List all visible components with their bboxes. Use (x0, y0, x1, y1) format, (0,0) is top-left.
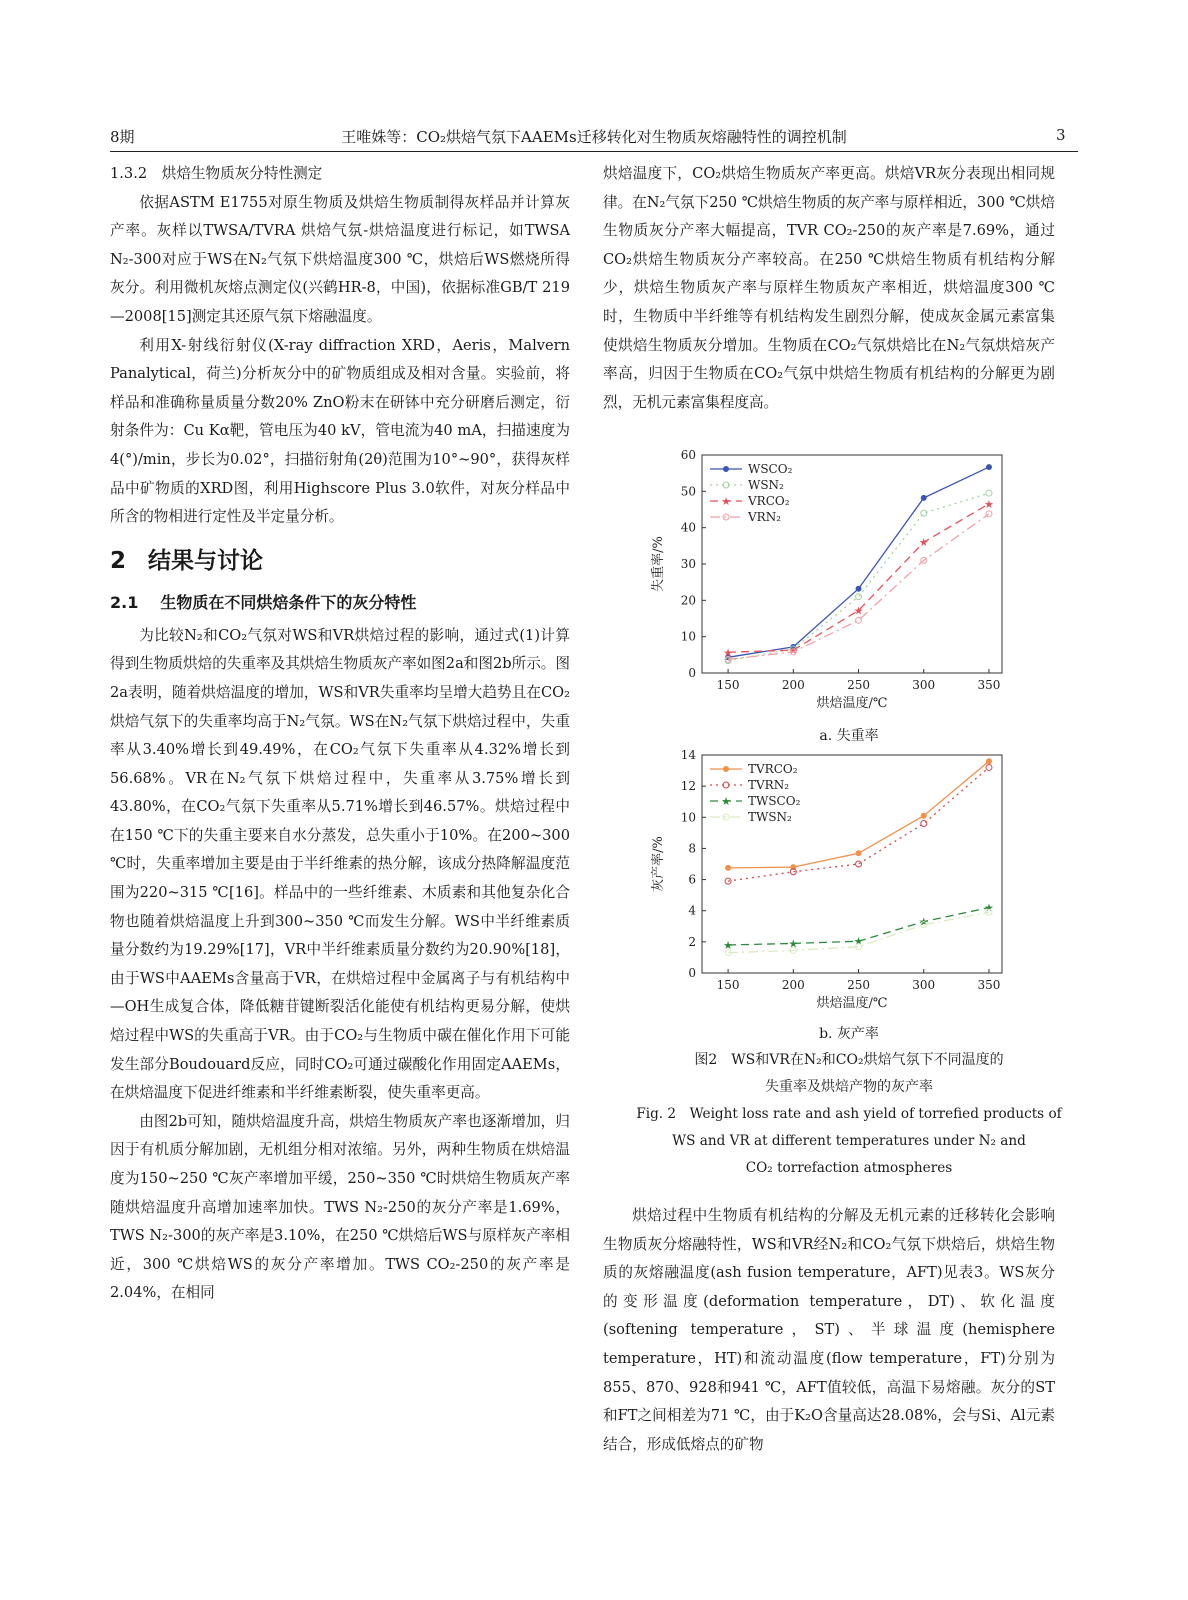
x-tick-label: 200 (781, 978, 805, 992)
left-column (110, 160, 570, 1308)
legend-marker: ★ (721, 495, 731, 508)
data-point (986, 490, 992, 496)
x-tick-label: 200 (781, 678, 805, 692)
series-line (728, 504, 989, 652)
data-point (856, 594, 862, 600)
y-tick-label: 0 (688, 966, 696, 980)
x-tick-label: 300 (912, 978, 936, 992)
legend-label: TVRCO₂ (748, 762, 798, 776)
y-axis-label: 灰产率/% (651, 836, 666, 892)
data-point (986, 464, 992, 470)
legend-marker: ★ (721, 795, 731, 808)
legend-label: WSCO₂ (748, 462, 793, 476)
legend-label: VRN₂ (748, 510, 782, 524)
y-tick-label: 14 (680, 748, 696, 762)
section-2-title: 结果与讨论 (148, 547, 264, 574)
y-tick-label: 10 (680, 629, 696, 644)
section-2-1-title: 生物质在不同烘焙条件下的灰分特性 (160, 592, 417, 612)
paragraph-ash-measurement: 依据ASTM E1755对原生物质及烘焙生物质制得灰样品并计算灰产率。灰样以TWSA/TVRA 烘焙气氛-烘焙温度进行标记，如TWSA N₂-300对应于WS在N₂气氛下烘焙温度300 ℃，烘焙后WS燃烧所得灰分。利用微机灰熔点测定仪(兴鹤HR-8，中国)，依据标准GB/T 219—2008[15]测定其还原气氛下熔融温度。 (110, 193, 570, 325)
paragraph-weight-loss: 为比较N₂和CO₂气氛对WS和VR烘焙过程的影响，通过式(1)计算得到生物质烘焙的失重率及其烘焙生物质灰产率如图2a和图2b所示。图2a表明，随着烘焙温度的增加，WS和VR失重率均呈增大趋势且在CO₂烘焙气氛下的失重率均高于N₂气氛。WS在N₂气氛下烘焙过程中，失重率从3.40%增长到49.49%，在CO₂气氛下失重率从4.32%增长到56.68%。VR在N₂气氛下烘焙过程中，失重率从3.75%增长到43.80%，在CO₂气氛下失重率从5.71%增长到46.57%。烘焙过程中在150 ℃下的失重主要来自水分蒸发，总失重小于10%。在200~300 ℃时，失重率增加主要是由于半纤维素的热分解，该成分热降解温度范围为220~315 ℃[16]。样品中的一些纤维素、木质素和其他复杂化合物也随着烘焙温度上升到300~350 ℃而发生分解。WS中半纤维素质量分数约为19.29%[17]，VR中半纤维素质量分数约为20.90%[18]，由于WS中AAEMs含量高于VR，在烘焙过程中金属离子与有机结构中—OH生成复合体，降低糖苷键断裂活化能使有机结构更易分解，使烘焙过程中WS的失重高于VR。由于CO₂与生物质中碳在催化作用下可能发生部分Boudouard反应，同时CO₂可通过碳酸化作用固定AAEMs，在烘焙温度下促进纤维素和半纤维素断裂，使失重率更高。 (110, 626, 570, 1102)
figure-2-caption-cn-2: 失重率及烘焙产物的灰产率 (765, 1079, 933, 1095)
data-point (725, 865, 731, 871)
section-2-1-number: 2.1 (110, 592, 139, 612)
data-point: ★ (984, 901, 994, 915)
data-point (986, 511, 992, 517)
x-tick-label: 150 (716, 978, 740, 992)
data-point (856, 586, 862, 592)
header-title: 王唯姝等：CO₂烘焙气氛下AAEMs迁移转化对生物质灰熔融特性的调控机制 (341, 128, 847, 146)
legend-marker (723, 766, 729, 772)
data-point: ★ (853, 935, 864, 949)
y-tick-label: 0 (688, 666, 696, 680)
x-tick-label: 250 (847, 978, 870, 992)
y-tick-label: 6 (688, 872, 696, 887)
section-2-number: 2 (110, 547, 127, 574)
data-point: ★ (984, 497, 994, 511)
header-page-number: 3 (1056, 126, 1066, 144)
y-tick-label: 30 (680, 557, 696, 571)
header-issue: 8期 (110, 128, 135, 146)
figure-2-caption-en-1: Fig. 2 Weight loss rate and ash yield of torrefied products of (636, 1106, 1062, 1122)
section-2-heading (110, 542, 570, 580)
figure-2b-label: b. 灰产率 (819, 1026, 879, 1042)
data-point (921, 495, 927, 501)
y-tick-label: 10 (680, 810, 696, 825)
y-tick-label: 20 (680, 593, 696, 608)
x-tick-label: 350 (977, 978, 1001, 992)
paragraph-xrd: 利用X-射线衍射仪(X-ray diffraction XRD，Aeris，Malvern Panalytical，荷兰)分析灰分中的矿物质组成及相对含量。实验前，将样品和准确称量质量分数20% ZnO粉末在研钵中充分研磨后测定，衍射条件为：Cu Kα靶，管电压为40 kV，管电流为40 mA，扫描速度为4(°)/min，步长为0.02°，扫描衍射角(2θ)范围为10°~90°，获得灰样品中矿物质的XRD图，利用Highscore Plus 3.0软件，对灰分样品中所含的物相进行定性及半定量分析。 (110, 336, 570, 526)
legend-label: VRCO₂ (748, 494, 790, 508)
right-column-bottom (603, 1202, 1055, 1459)
x-axis-label: 烘焙温度/℃ (816, 696, 888, 711)
paragraph-afts: 烘焙过程中生物质有机结构的分解及无机元素的迁移转化会影响生物质灰分熔融特性，WS和VR经N₂和CO₂气氛下烘焙后，烘焙生物质的灰熔融温度(ash fusion temperature，AFT)见表3。WS灰分的变形温度(deformation temperature，DT)、软化温度(softening temperature，ST)、半球温度(hemisphere temperature，HT)和流动温度(flow temperature，FT)分别为855、870、928和941 ℃，AFT值较低，高温下易熔融。灰分的ST和FT之间相差为71 ℃，由于K₂O含量高达28.08%，会与Si、Al元素结合，形成低熔点的矿物 (603, 1207, 1055, 1453)
ash-yield-chart (640, 745, 1040, 1023)
x-axis-label: 烘焙温度/℃ (816, 996, 888, 1011)
data-point: ★ (723, 646, 734, 660)
data-point (921, 821, 927, 827)
y-tick-label: 60 (680, 448, 696, 462)
figure-2a-label: a. 失重率 (819, 728, 879, 744)
data-point: ★ (918, 915, 929, 929)
paragraph-ash-yield-cont: 烘焙温度下，CO₂烘焙生物质灰产率更高。烘焙VR灰分表现出相同规律。在N₂气氛下250 ℃烘焙生物质的灰产率与原样相近，300 ℃烘焙生物质灰分产率大幅提高，TVR CO₂-250的灰产率是7.69%，通过CO₂烘焙生物质灰分产率较高。在250 ℃烘焙生物质有机结构分解少，烘焙生物质灰产率与原样生物质灰产率相近，烘焙温度300 ℃时，生物质中半纤维等有机结构发生剧烈分解，使成灰金属元素富集使烘焙生物质灰分增加。生物质在CO₂气氛烘焙比在N₂气氛烘焙灰产率高，归因于生物质在CO₂气氛中烘焙生物质有机结构的分解更为剧烈，无机元素富集程度高。 (603, 165, 1055, 411)
figure-2-caption-en-3: CO₂ torrefaction atmospheres (745, 1160, 953, 1176)
data-point (856, 850, 862, 856)
legend-label: TWSN₂ (748, 810, 792, 824)
legend-label: TWSCO₂ (748, 794, 801, 808)
data-point: ★ (788, 937, 799, 951)
data-point: ★ (918, 536, 929, 550)
section-1-3-2-heading: 1.3.2 烘焙生物质灰分特性测定 (110, 165, 323, 182)
paragraph-ash-yield: 由图2b可知，随烘焙温度升高，烘焙生物质灰产率也逐渐增加，归因于有机质分解加剧，无机组分相对浓缩。另外，两种生物质在烘焙温度为150~250 ℃灰产率增加平缓，250~350 ℃时烘焙生物质灰产率随烘焙温度升高增加速率加快。TWS N₂-250的灰分产率是1.69%，TWS N₂-300的灰产率是3.10%，在250 ℃烘焙后WS与原样灰产率相近，300 ℃烘焙WS的灰分产率增加。TWS CO₂-250的灰产率是2.04%，在相同 (110, 1112, 570, 1302)
y-tick-label: 40 (680, 520, 696, 535)
x-tick-label: 300 (912, 678, 936, 692)
y-tick-label: 50 (680, 484, 696, 499)
data-point (856, 617, 862, 623)
right-column-top (603, 160, 1055, 417)
y-axis-label: 失重率/% (651, 536, 666, 592)
data-point (921, 510, 927, 516)
header-rule (110, 151, 1078, 152)
y-tick-label: 4 (688, 903, 696, 918)
figure-2-caption-cn-1: 图2 WS和VR在N₂和CO₂烘焙气氛下不同温度的 (694, 1052, 1004, 1068)
data-point (856, 861, 862, 867)
legend-label: WSN₂ (748, 478, 784, 492)
data-point: ★ (853, 604, 864, 618)
y-tick-label: 2 (688, 934, 696, 949)
x-tick-label: 150 (716, 678, 740, 692)
legend-marker (723, 466, 729, 472)
x-tick-label: 350 (977, 678, 1001, 692)
data-point: ★ (723, 938, 734, 952)
data-point (986, 764, 992, 770)
figure-2-caption-en-2: WS and VR at different temperatures under N₂ and (672, 1133, 1026, 1149)
y-tick-label: 8 (688, 841, 696, 856)
data-point (921, 813, 927, 819)
y-tick-label: 12 (680, 779, 696, 794)
weight-loss-chart (640, 445, 1040, 725)
x-tick-label: 250 (847, 678, 870, 692)
section-2-1-heading (110, 588, 570, 618)
data-point (986, 758, 992, 764)
data-point: ★ (788, 644, 799, 658)
legend-label: TVRN₂ (748, 778, 790, 792)
plot-frame (702, 455, 1002, 673)
